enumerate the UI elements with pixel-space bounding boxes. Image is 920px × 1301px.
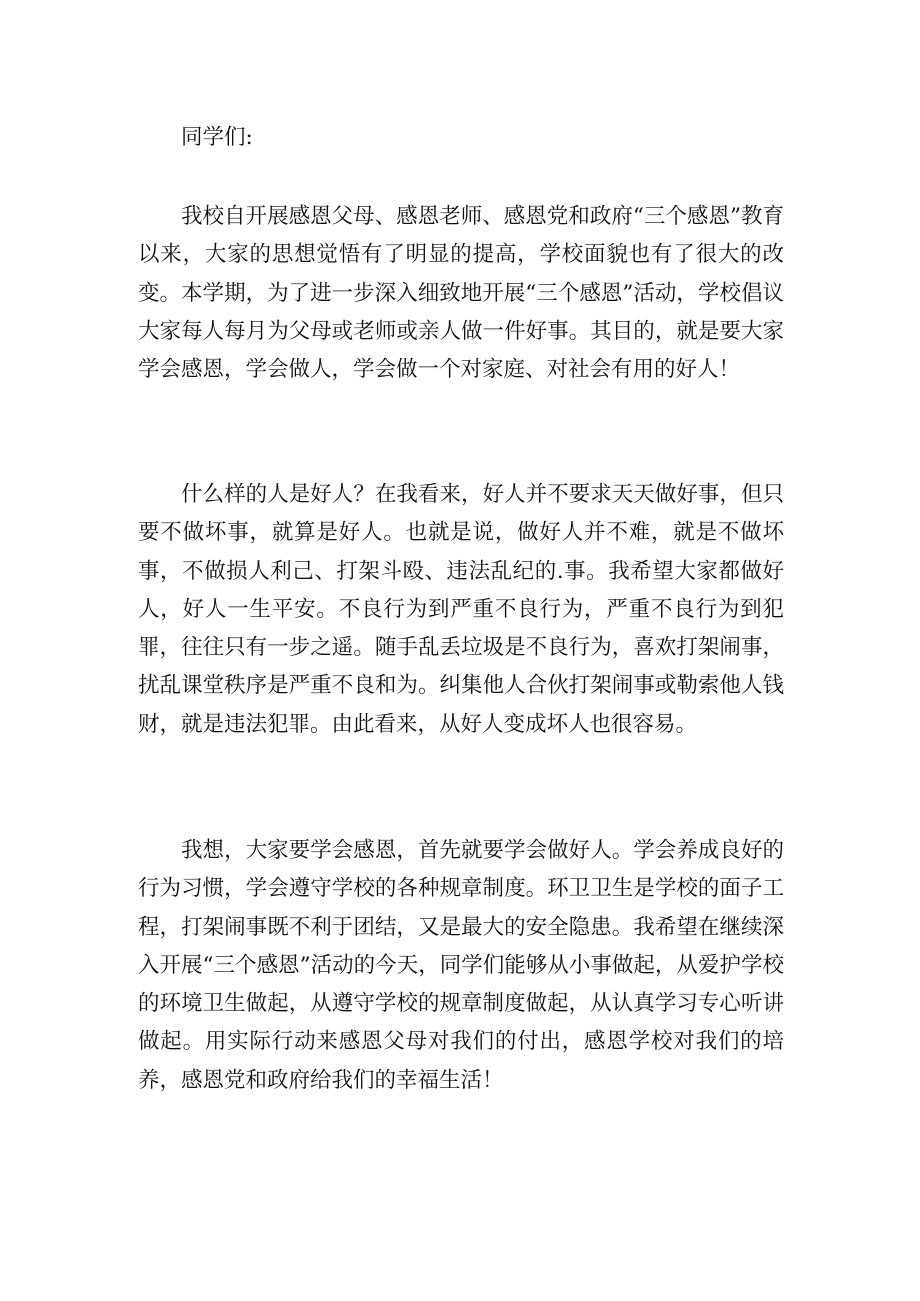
paragraph-1: 我校自开展感恩父母、感恩老师、感恩党和政府“三个感恩”教育以来，大家的思想觉悟有了明显的提高，学校面貌也有了很大的改变。本学期，为了进一步深入细致地开展“三个感恩”活动，学校倡议大家每人每月为父母或老师或亲人做一件好事。其目的，就是要大家学会感恩，学会做人，学会做一个对家庭、对社会有用的好人！ xyxy=(138,204,784,383)
paragraph-2: 什么样的人是好人？在我看来，好人并不要求天天做好事，但只要不做坏事，就算是好人。也就是说，做好人并不难，就是不做坏事，不做损人利己、打架斗殴、违法乱纪的.事。我希望大家都做好人，好人一生平安。不良行为到严重不良行为，严重不良行为到犯罪，往往只有一步之遥。随手乱丢垃圾是不良行为，喜欢打架闹事，扰乱课堂秩序是严重不良和为。纠集他人合伙打架闹事或勒索他人钱财，就是违法犯罪。由此看来，从好人变成坏人也很容易。 xyxy=(138,482,784,737)
greeting: 同学们: xyxy=(181,125,253,150)
paragraph-3: 我想，大家要学会感恩，首先就要学会做好人。学会养成良好的行为习惯，学会遵守学校的各种规章制度。环卫卫生是学校的面子工程，打架闹事既不利于团结，又是最大的安全隐患。我希望在继续深入开展“三个感恩”活动的今天，同学们能够从小事做起，从爱护学校的环境卫生做起，从遵守学校的规章制度做起，从认真学习专心听讲做起。用实际行动来感恩父母对我们的付出，感恩学校对我们的培养，感恩党和政府给我们的幸福生活！ xyxy=(138,838,784,1093)
